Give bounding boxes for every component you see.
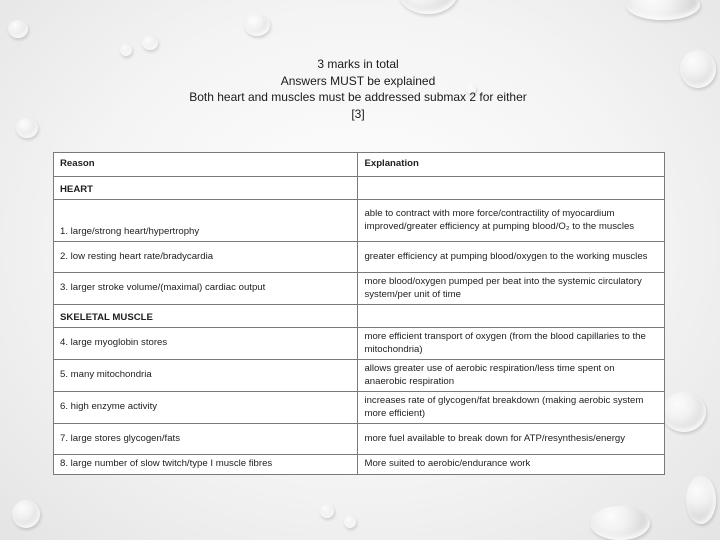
table-header-row — [54, 153, 665, 177]
heading-line-4: [3] — [351, 106, 365, 121]
section-skeletal-empty — [358, 305, 665, 328]
water-droplet — [590, 506, 650, 540]
section-heart: HEART — [54, 177, 358, 200]
explanation-cell: more fuel available to break down for ATP/resynthesis/energy — [358, 424, 665, 455]
heading-line-2: Answers MUST be explained — [280, 73, 436, 88]
table-row — [54, 392, 665, 424]
mark-scheme-table — [53, 152, 665, 475]
explanation-cell: more blood/oxygen pumped per beat into the systemic circulatory system/per unit of time — [358, 273, 665, 305]
water-droplet — [16, 118, 38, 138]
explanation-cell: able to contract with more force/contractility of myocardium improved/greater efficiency at pumping blood/O₂ to the muscles — [358, 200, 665, 242]
water-droplet — [626, 0, 700, 20]
explanation-cell: allows greater use of aerobic respiration/less time spent on anaerobic respiration — [358, 360, 665, 392]
table-row — [54, 455, 665, 475]
table-row — [54, 273, 665, 305]
explanation-cell: increases rate of glycogen/fat breakdown (making aerobic system more efficient) — [358, 392, 665, 424]
explanation-cell: More suited to aerobic/endurance work — [358, 455, 665, 475]
water-droplet — [320, 504, 334, 518]
reason-cell: 6. high enzyme activity — [54, 392, 358, 424]
explanation-cell: more efficient transport of oxygen (from the blood capillaries to the mitochondria) — [358, 328, 665, 360]
table-row — [54, 424, 665, 455]
reason-cell: 3. larger stroke volume/(maximal) cardiac output — [54, 273, 358, 305]
water-droplet — [12, 500, 40, 528]
section-skeletal: SKELETAL MUSCLE — [54, 305, 358, 328]
table-row — [54, 360, 665, 392]
water-droplet — [120, 44, 132, 56]
water-droplet — [344, 516, 356, 528]
water-droplet — [8, 20, 28, 38]
section-row-heart — [54, 177, 665, 200]
heading-line-1: 3 marks in total — [317, 57, 399, 71]
reason-cell: 5. many mitochondria — [54, 360, 358, 392]
header-reason: Reason — [54, 153, 358, 177]
table-row — [54, 328, 665, 360]
section-heart-empty — [358, 177, 665, 200]
water-droplet — [244, 14, 270, 36]
water-droplet — [686, 476, 716, 524]
table-row — [54, 242, 665, 273]
water-droplet — [142, 36, 158, 50]
reason-cell: 7. large stores glycogen/fats — [54, 424, 358, 455]
reason-cell: 4. large myoglobin stores — [54, 328, 358, 360]
question-heading — [60, 56, 656, 122]
water-droplet — [398, 0, 458, 14]
water-droplet — [680, 50, 716, 88]
reason-cell: 8. large number of slow twitch/type I muscle fibres — [54, 455, 358, 475]
reason-cell: 2. low resting heart rate/bradycardia — [54, 242, 358, 273]
header-explanation: Explanation — [358, 153, 665, 177]
table-row — [54, 200, 665, 242]
water-droplet — [662, 392, 706, 432]
reason-cell: 1. large/strong heart/hypertrophy — [54, 200, 358, 242]
explanation-cell: greater efficiency at pumping blood/oxygen to the working muscles — [358, 242, 665, 273]
section-row-skeletal — [54, 305, 665, 328]
heading-line-3: Both heart and muscles must be addressed submax 2 for either — [189, 90, 527, 104]
